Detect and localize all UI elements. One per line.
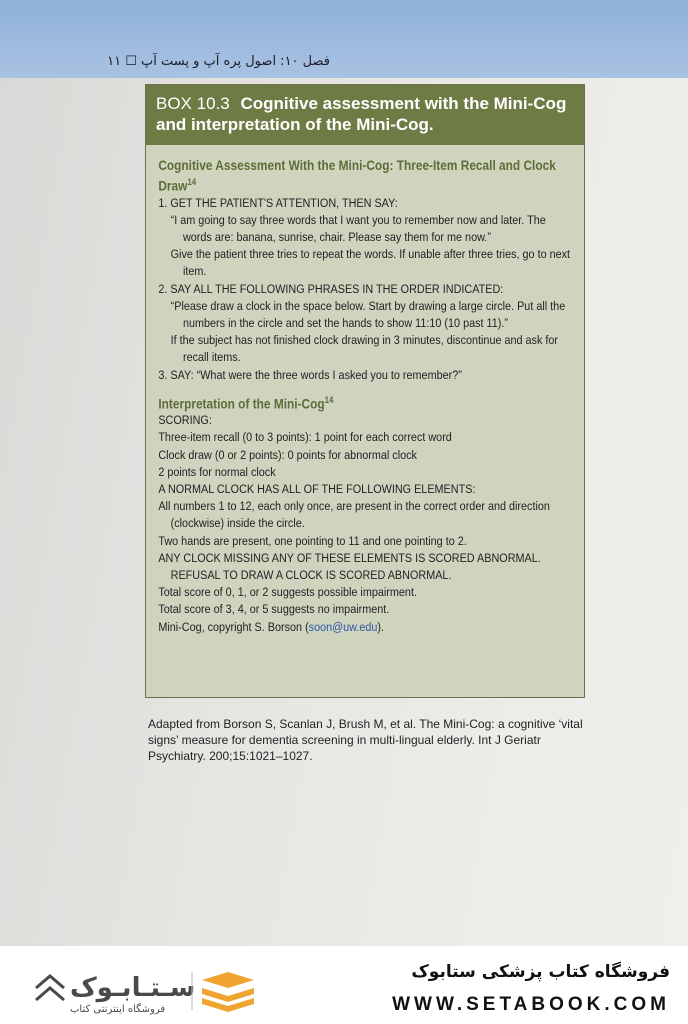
- logo-chevron-icon: [36, 976, 64, 1000]
- box-line: A NORMAL CLOCK HAS ALL OF THE FOLLOWING ELEMENTS:: [158, 482, 476, 497]
- section2-lines: [158, 412, 576, 618]
- box-line: Total score of 3, 4, or 5 suggests no impairment.: [158, 602, 390, 617]
- box-line: Clock draw (0 or 2 points): 0 points for abnormal clock: [158, 447, 417, 462]
- store-url[interactable]: WWW.SETABOOK.COM: [392, 994, 670, 1015]
- section2-title: Interpretation of the Mini-Cog$^{14}$: [158, 394, 334, 412]
- box-line: 2 points for normal clock: [158, 464, 276, 479]
- box-line: 2. SAY ALL THE FOLLOWING PHRASES IN THE ORDER INDICATED:: [158, 281, 504, 296]
- section2-ref: 14: [324, 394, 334, 405]
- copyright-line: Mini-Cog, copyright S. Borson (soon@uw.edu).: [158, 619, 385, 634]
- logo-subtitle: فروشگاه اینترنتی کتاب: [70, 1004, 166, 1015]
- box-line: 1. GET THE PATIENT'S ATTENTION, THEN SAY:: [158, 195, 398, 210]
- box-line: “Please draw a clock in the space below. Start by drawing a large circle. Put all the numbers in the circle and set the hands to show 11:10 (10 past 11).”: [170, 298, 566, 330]
- setabook-logo: [30, 966, 270, 1016]
- box-line: “I am going to say three words that I want you to remember now and later. The words are: banana, sunrise, chair. Please say them for me now.”: [170, 212, 546, 244]
- section1-title: Cognitive Assessment With the Mini-Cog: Three-Item Recall and Clock Draw$^{14}$: [158, 158, 556, 194]
- figure-caption: Adapted from Borson S, Scanlan J, Brush M, et al. The Mini-Cog: a cognitive ‘vital signs’ measure for dementia screening in multi-lingual elderly. Int J Geriatr Psychiatry. 200;15:1021–1027.: [148, 717, 583, 763]
- box-line: Two hands are present, one pointing to 11 and one pointing to 2.: [158, 533, 467, 548]
- page-header: [70, 54, 330, 76]
- store-name: فروشگاه کتاب پزشکی ستابوک: [411, 962, 670, 982]
- box-line: SCORING:: [158, 413, 212, 428]
- section1-lines: [158, 195, 576, 384]
- box-body: [146, 145, 585, 636]
- box-label: BOX 10.3: [156, 94, 230, 113]
- box-line: Three-item recall (0 to 3 points): 1 point for each correct word: [158, 430, 452, 445]
- box-line: Give the patient three tries to repeat the words. If unable after three tries, go to next item.: [170, 247, 571, 279]
- chapter-title: فصل ۱۰: اصول پره آپ و پست آپ: [141, 54, 330, 69]
- box-title: Cognitive assessment with the Mini-Cog and interpretation of the Mini-Cog.: [156, 94, 567, 134]
- box-line: All numbers 1 to 12, each only once, are present in the correct order and direction (clockwise) inside the circle.: [158, 499, 550, 531]
- box-line: ANY CLOCK MISSING ANY OF THESE ELEMENTS IS SCORED ABNORMAL. REFUSAL TO DRAW A CLOCK IS SCORED ABNORMAL.: [158, 550, 541, 583]
- box-10-3: [145, 84, 585, 698]
- page-number: ۱۱: [107, 54, 122, 69]
- box-line: 3. SAY: “What were the three words I asked you to remember?”: [158, 367, 462, 382]
- svg-text:سـتـابـوک: سـتـابـوک: [70, 973, 196, 1003]
- section1-ref: 14: [187, 177, 197, 187]
- box-line: Total score of 0, 1, or 2 suggests possible impairment.: [158, 585, 417, 600]
- logo-book-icon: [202, 972, 254, 1012]
- email-link[interactable]: soon@uw.edu: [308, 619, 378, 634]
- box-header: [146, 85, 584, 145]
- header-book-icon: ☐: [121, 54, 137, 69]
- box-line: If the subject has not finished clock drawing in 3 minutes, discontinue and ask for recall items.: [170, 333, 559, 365]
